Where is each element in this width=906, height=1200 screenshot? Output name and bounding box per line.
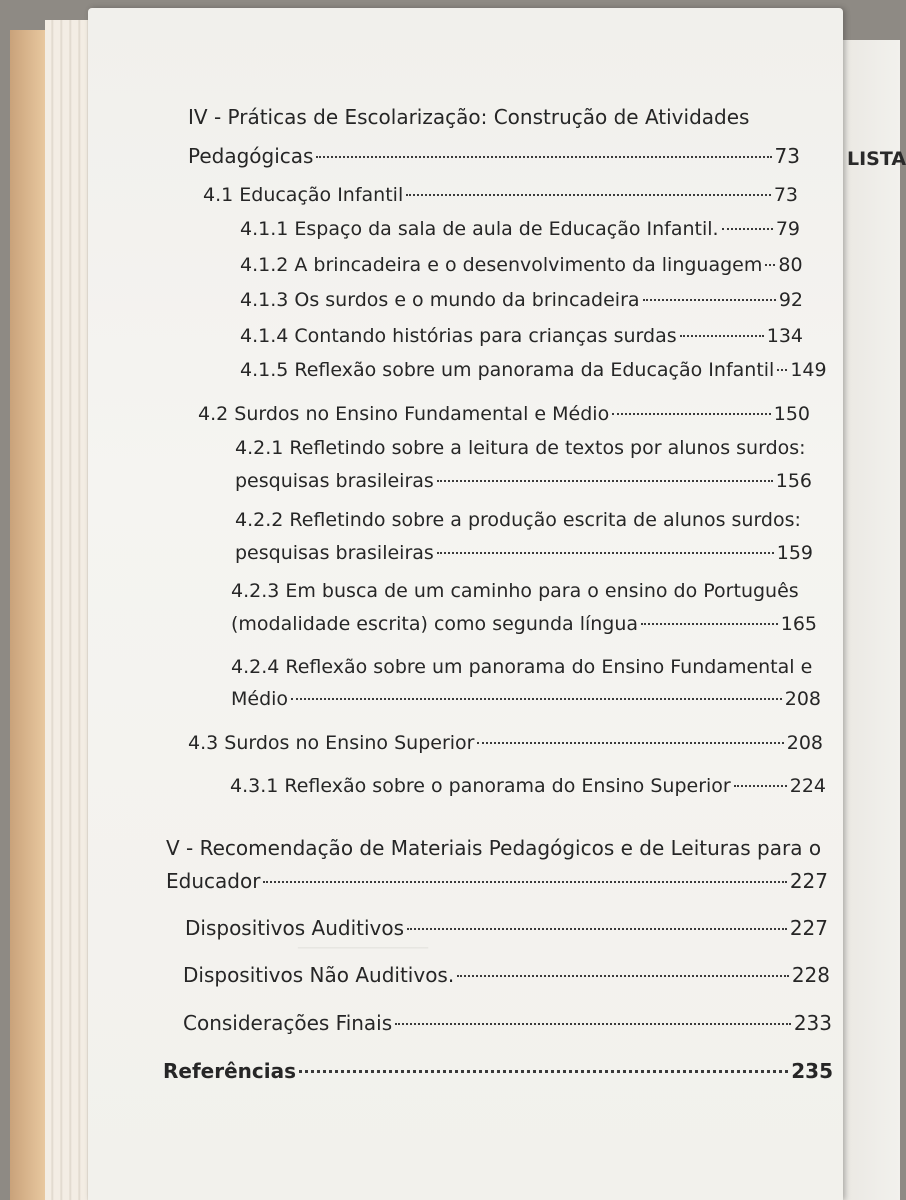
toc-entry-4-1-1[interactable]	[240, 218, 800, 240]
toc-entry-4-2-4-line1: 4.2.4 Reflexão sobre um panorama do Ensino Fundamental e	[231, 656, 813, 678]
leader-dots	[680, 335, 764, 337]
toc-entry-dispositivos-auditivos[interactable]	[185, 916, 828, 940]
page-number: 224	[789, 775, 826, 797]
entry-label: 4.2 Surdos no Ensino Fundamental e Médio	[198, 403, 610, 425]
toc-entry-4-1-5[interactable]	[240, 359, 827, 381]
page-number: 80	[778, 254, 803, 276]
entry-label: Médio	[231, 688, 289, 710]
leader-dots	[263, 881, 786, 883]
entry-label: 4.1.2 A brincadeira e o desenvolvimento da linguagem	[240, 254, 763, 276]
leader-dots	[777, 369, 787, 371]
page-number: 73	[773, 184, 798, 206]
leader-dots	[734, 785, 787, 787]
toc-entry-4-2-3-line1: 4.2.3 Em busca de um caminho para o ensino do Português	[231, 580, 799, 602]
page-number: 149	[790, 359, 827, 381]
toc-entry-4-1[interactable]	[203, 184, 798, 206]
toc-entry-4-3-1[interactable]	[230, 775, 826, 797]
page-number: 227	[789, 869, 828, 893]
page-number: 150	[773, 403, 810, 425]
chapter-4-title-line1: IV - Práticas de Escolarização: Construção de Atividades	[188, 105, 750, 129]
leader-dots	[437, 480, 773, 482]
toc-entry-4-2-3[interactable]	[231, 613, 817, 635]
leader-dots	[407, 928, 787, 930]
toc-entry-4-3[interactable]	[188, 732, 823, 754]
chapter-4-title-line2: Pedagógicas	[188, 144, 314, 168]
page-number: 134	[766, 325, 803, 347]
page-number: 159	[776, 542, 813, 564]
page-number: 233	[793, 1011, 832, 1035]
leader-dots	[477, 742, 783, 744]
entry-label: Considerações Finais	[183, 1011, 393, 1035]
toc-entry-4-1-2[interactable]	[240, 254, 801, 276]
leader-dots	[291, 698, 782, 700]
entry-label: 4.1.1 Espaço da sala de aula de Educação Infantil.	[240, 218, 719, 240]
entry-label: 4.3 Surdos no Ensino Superior	[188, 732, 475, 754]
page-number: 228	[791, 963, 830, 987]
entry-label: Dispositivos Não Auditivos.	[183, 963, 455, 987]
leader-dots	[406, 194, 771, 196]
chapter-5-title-line1: V - Recomendação de Materiais Pedagógicos e de Leituras para o	[166, 836, 822, 860]
toc-entry-4-2-2-line1: 4.2.2 Refletindo sobre a produção escrita de alunos surdos:	[235, 509, 801, 531]
leader-dots	[612, 413, 771, 415]
page-number: 227	[789, 916, 828, 940]
toc-entry-consideracoes-finais[interactable]	[183, 1011, 832, 1035]
leader-dots	[316, 156, 771, 158]
facing-page-heading: LISTA	[847, 148, 906, 170]
entry-label: (modalidade escrita) como segunda língua	[231, 613, 639, 635]
page-number: 235	[791, 1059, 833, 1083]
leader-dots	[765, 264, 775, 266]
leader-dots	[395, 1023, 791, 1025]
toc-entry-chapter-4[interactable]	[188, 144, 800, 168]
page-number: 73	[774, 144, 800, 168]
toc-entry-4-2-1[interactable]	[235, 470, 812, 492]
toc-entry-dispositivos-nao-auditivos[interactable]	[183, 963, 830, 987]
toc-entry-4-1-3[interactable]	[240, 289, 803, 311]
leader-dots	[722, 228, 773, 230]
toc-entry-4-2-4[interactable]	[231, 688, 821, 710]
page-number: 79	[775, 218, 800, 240]
entry-label: Referências	[163, 1059, 297, 1083]
toc-entry-4-2-2[interactable]	[235, 542, 813, 564]
entry-label: 4.1.4 Contando histórias para crianças surdas	[240, 325, 677, 347]
entry-label: 4.3.1 Reflexão sobre o panorama do Ensino Superior	[230, 775, 731, 797]
leader-dots	[457, 975, 789, 977]
entry-label: 4.1 Educação Infantil	[203, 184, 404, 206]
toc-entry-4-2[interactable]	[198, 403, 810, 425]
toc-entry-4-1-4[interactable]	[240, 325, 803, 347]
page-number: 156	[775, 470, 812, 492]
entry-label: Dispositivos Auditivos	[185, 916, 405, 940]
entry-label: 4.1.5 Reflexão sobre um panorama da Educação Infantil	[240, 359, 775, 381]
entry-label: pesquisas brasileiras	[235, 470, 434, 492]
page-number: 92	[778, 289, 803, 311]
page-number: 208	[786, 732, 823, 754]
entry-label: 4.1.3 Os surdos e o mundo da brincadeira	[240, 289, 640, 311]
chapter-5-title-line2: Educador	[166, 869, 261, 893]
leader-dots	[299, 1070, 788, 1073]
toc-entry-referencias[interactable]	[163, 1059, 833, 1083]
show-through-text: ────────────	[298, 938, 429, 959]
toc-page	[88, 8, 843, 1200]
page-number: 208	[784, 688, 821, 710]
toc-entry-chapter-5[interactable]	[166, 869, 828, 893]
toc-entry-4-2-1-line1: 4.2.1 Refletindo sobre a leitura de textos por alunos surdos:	[235, 437, 806, 459]
leader-dots	[641, 623, 778, 625]
page-number: 165	[780, 613, 817, 635]
leader-dots	[643, 299, 776, 301]
leader-dots	[437, 552, 774, 554]
entry-label: pesquisas brasileiras	[235, 542, 434, 564]
